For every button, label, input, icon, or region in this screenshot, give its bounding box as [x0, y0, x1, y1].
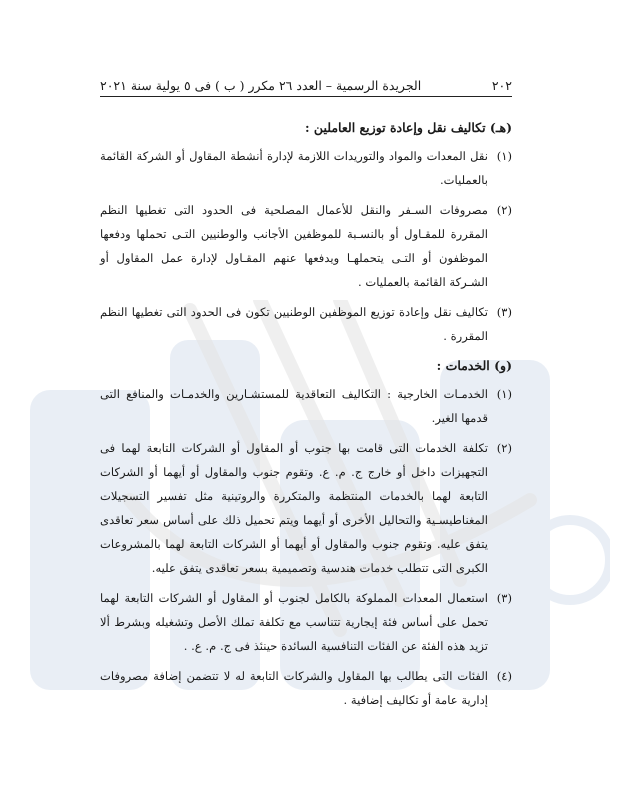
section-title: (هـ) تكاليف نقل وإعادة توزيع العاملين :: [304, 120, 512, 135]
list-item: [100, 144, 512, 192]
item-text: الفئات التى يطالب بها المقاول والشركات التابعة له لا تتضمن إضافة مصروفات إدارية عامة أو تكاليف إضافية .: [100, 669, 488, 707]
item-number: (٣): [496, 591, 512, 605]
item-text: تكلفة الخدمات التى قامت بها جنوب أو المقاول أو الشركات التابعة لهما فى التجهيزات داخل أو خارج ج. م. ع. وتقوم جنوب والمقاول أو أيهما أو الشركات التابعة لهما بالخدمات المنتظمة والمتكررة والروتينية مثل تفسير التسجيلات المغناطيسـية والتحاليل الأخرى أو أيهما ويتم تحميل ذلك على أساس سعر تعاقدى يتفق عليه. وتقوم جنوب والمقاول أو أيهما أو الشركات التابعة لهما بالمشروعات الكبرى التى تتطلب خدمات هندسية وتصميمية بسعر تعاقدى يتفق عليه.: [100, 441, 488, 575]
publication-title: الجريدة الرسمية – العدد ٢٦ مكرر ( ب ) فى ٥ يولية سنة ٢٠٢١: [100, 78, 422, 93]
list-item: [100, 382, 512, 430]
list-item: [100, 586, 512, 658]
item-text: تكاليف نقل وإعادة توزيع الموظفين الوطنيين تكون فى الحدود التى تغطيها النظم المقررة .: [100, 305, 488, 343]
section-title: (و) الخدمات :: [436, 358, 512, 373]
list-item: [100, 198, 512, 294]
item-number: (٤): [496, 669, 512, 683]
page-header: [100, 78, 512, 97]
item-text: نقل المعدات والمواد والتوريدات اللازمة لإدارة أنشطة المقاول أو الشركة القائمة بالعمليات.: [100, 149, 488, 187]
item-number: (١): [496, 149, 512, 163]
item-number: (٢): [496, 441, 512, 455]
item-number: (٢): [496, 203, 512, 217]
item-number: (٣): [496, 305, 512, 319]
list-item: [100, 436, 512, 580]
document-body: [100, 112, 512, 718]
item-text: الخدمـات الخارجية : التكاليف التعاقدية للمستشـارين والخدمـات والمنافع التى قدمها الغير.: [100, 387, 488, 425]
section-transfer-costs: [100, 116, 512, 348]
item-text: مصروفات السـفر والنقل للأعمال المصلحية فى الحدود التى تغطيها النظم المقررة للمقـاول أو بالنسـبة للموظفين الأجانب والوطنيين التـى تحملها ودفعها الموظفون أو التـى يتحملهـا ويدفعها عنهم المقـاول لإدارة عمل المقاول أو الشـركة القائمة بالعمليات .: [100, 203, 488, 289]
section-services: [100, 354, 512, 712]
list-item: [100, 664, 512, 712]
list-item: [100, 300, 512, 348]
page-number: ٢٠٢: [491, 78, 512, 93]
item-number: (١): [496, 387, 512, 401]
item-text: استعمال المعدات المملوكة بالكامل لجنوب أو المقاول أو الشركات التابعة لهما تحمل على أساس فئة إيجارية تتناسب مع تكلفة تملك الأصل وتشغيله وبشرط ألا تزيد هذه الفئة عن الفئات التنافسية السائدة حينئذ فى ج. م. ع. .: [100, 591, 488, 653]
